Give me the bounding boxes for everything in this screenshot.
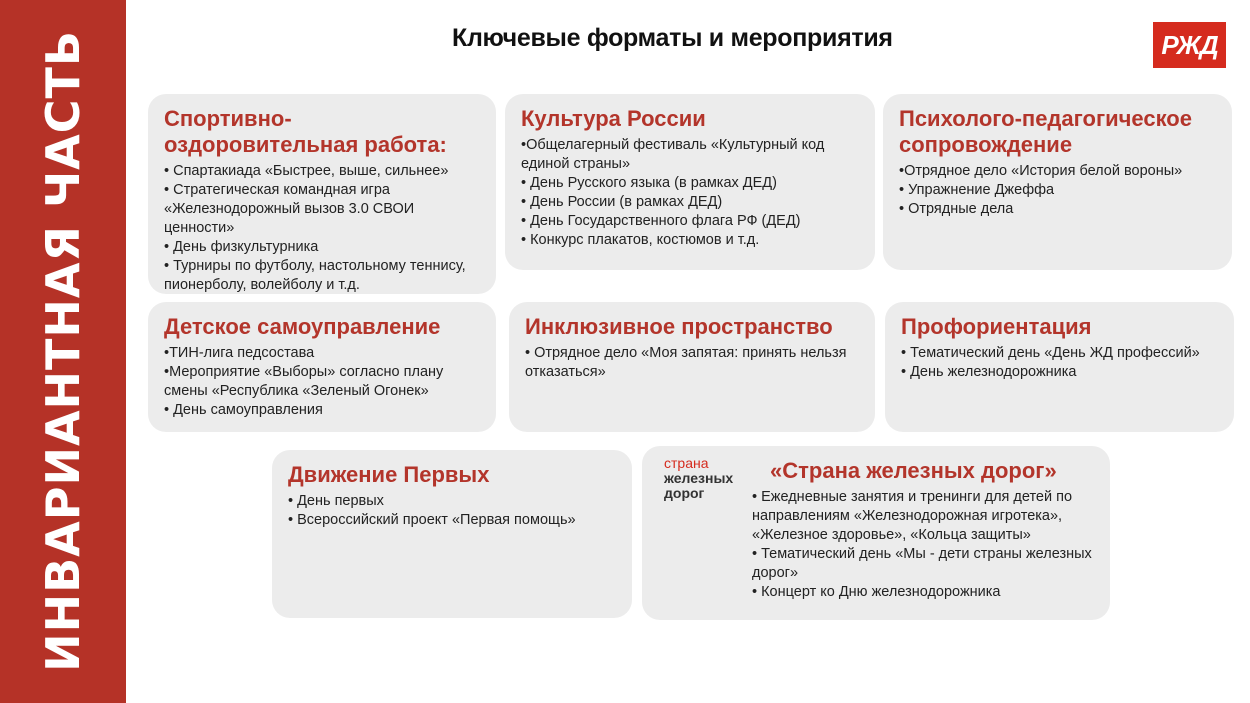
card-psych: [883, 94, 1232, 270]
list-item: •Мероприятие «Выборы» согласно плану смены «Республика «Зеленый Огонек»: [164, 364, 444, 399]
list-item: • Стратегическая командная игра «Железнодорожный вызов 3.0 СВОИ ценности»: [164, 182, 415, 236]
page-title: Ключевые форматы и мероприятия: [452, 24, 893, 52]
list-item: • День железнодорожника: [901, 364, 1077, 380]
card-culture: [505, 94, 875, 270]
card-title: Детское самоуправление: [164, 314, 441, 339]
card-list: [901, 344, 1218, 382]
list-item: • Ежедневные занятия и тренинги для детей по направлениям «Железнодорожная игротека», «Железное здоровье», «Кольца защиты»: [752, 489, 1073, 543]
card-title: Спортивно-оздоровительная работа:: [164, 106, 447, 157]
card-list: [521, 136, 859, 250]
list-item: •ТИН-лига педсостава: [164, 345, 315, 361]
list-item: • Тематический день «День ЖД профессий»: [901, 345, 1200, 361]
list-item: • Спартакиада «Быстрее, выше, сильнее»: [164, 163, 449, 179]
card-title: «Страна железных дорог»: [770, 458, 1057, 483]
list-item: • День физкультурника: [164, 239, 319, 255]
list-item: • Всероссийский проект «Первая помощь»: [288, 512, 576, 528]
sidebar-label: ИНВАРИАНТНАЯ ЧАСТЬ: [36, 30, 90, 672]
card-list: [752, 488, 1094, 602]
logo-line: железных: [664, 470, 734, 486]
logo-line: дорог: [664, 485, 705, 501]
card-movement: [272, 450, 632, 618]
card-list: [899, 162, 1216, 219]
card-title: Движение Первых: [288, 462, 490, 487]
list-item: • Упражнение Джеффа: [899, 182, 1055, 198]
card-list: [164, 344, 480, 420]
rzd-logo: [1153, 22, 1226, 68]
card-title: Профориентация: [901, 314, 1092, 339]
sidebar-banner: [0, 0, 126, 703]
list-item: • День Государственного флага РФ (ДЕД): [521, 213, 801, 229]
list-item: • Концерт ко Дню железнодорожника: [752, 584, 1001, 600]
list-item: •Отрядное дело «История белой вороны»: [899, 163, 1183, 179]
list-item: • Конкурс плакатов, костюмов и т.д.: [521, 232, 760, 248]
list-item: • Тематический день «Мы - дети страны железных дорог»: [752, 546, 1092, 581]
list-item: • День Русского языка (в рамках ДЕД): [521, 175, 777, 191]
card-list: [525, 344, 859, 382]
list-item: • День первых: [288, 493, 384, 509]
card-list: [164, 162, 480, 294]
list-item: • Отрядное дело «Моя запятая: принять нельзя отказаться»: [525, 345, 847, 380]
list-item: • Турниры по футболу, настольному теннису, пионерболу, волейболу и т.д.: [164, 258, 466, 293]
list-item: •Общелагерный фестиваль «Культурный код единой страны»: [521, 137, 825, 172]
card-inclusive: [509, 302, 875, 432]
list-item: • День России (в рамках ДЕД): [521, 194, 723, 210]
card-title: Психолого-педагогическое сопровождение: [899, 106, 1192, 157]
rail-country-logo: [664, 456, 754, 501]
rzd-logo-text: РЖД: [1161, 29, 1218, 60]
card-career: [885, 302, 1234, 432]
card-title: Культура России: [521, 106, 706, 131]
list-item: • День самоуправления: [164, 402, 323, 418]
list-item: • Отрядные дела: [899, 201, 1014, 217]
card-sport: [148, 94, 496, 294]
card-selfgov: [148, 302, 496, 432]
card-list: [288, 492, 616, 530]
logo-line: страна: [664, 455, 709, 471]
card-title: Инклюзивное пространство: [525, 314, 833, 339]
